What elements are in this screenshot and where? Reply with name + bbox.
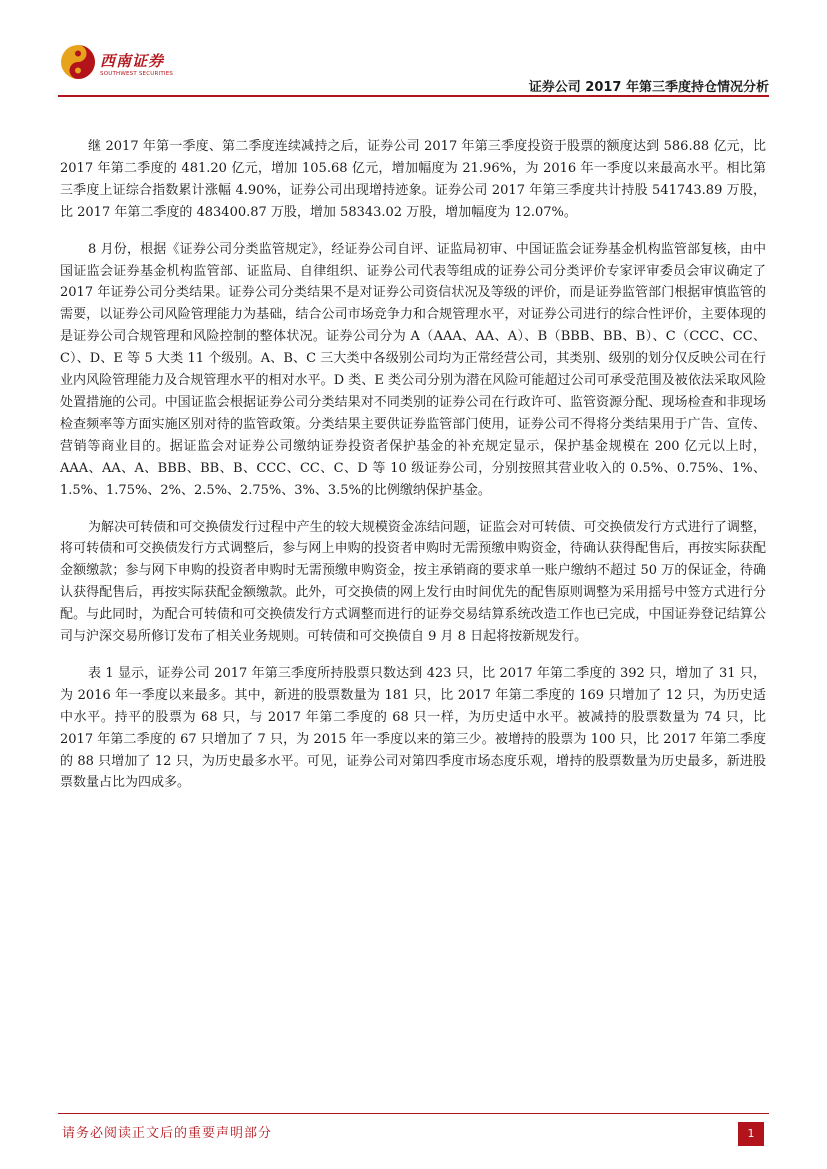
company-logo bbox=[60, 44, 190, 86]
footer-divider bbox=[58, 1113, 769, 1114]
logo-emblem-icon bbox=[60, 44, 96, 80]
paragraph-1: 继 2017 年第一季度、第二季度连续减持之后，证券公司 2017 年第三季度投资于股票的额度达到 586.88 亿元，比 2017 年第二季度的 481.20 亿元，增加 105.68 亿元，增加幅度为 21.96%，为 2016 年一季度以来最高水平。相比第三季度上证综合指数累计涨幅 4.90%，证券公司出现增持迹象。证券公司 2017 年第三季度共计持股 541743.89 万股，比 2017 年第二季度的 483400.87 万股，增加 58343.02 万股，增加幅度为 12.07%。 bbox=[60, 139, 766, 220]
page-header bbox=[0, 0, 827, 100]
paragraph-3: 为解决可转债和可交换债发行过程中产生的较大规模资金冻结问题，证监会对可转债、可交换债发行方式进行了调整，将可转债和可交换债发行方式调整后，参与网上申购的投资者申购时无需预缴申购资金，待确认获得配售后，再按实际获配金额缴款；参与网下申购的投资者申购时无需预缴申购资金，按主承销商的要求单一账户缴纳不超过 50 万的保证金，待确认获得配售后，再按实际获配金额缴款。此外，可交换债的网上发行由时间优先的配售原则调整为采用摇号中签方式进行分配。与此同时，为配合可转债和可交换债发行方式调整而进行的证券交易结算系统改造工作也已完成，中国证券登记结算公司与沪深交易所修订发布了相关业务规则。可转债和可交换债自 9 月 8 日起将按新规发行。 bbox=[60, 519, 766, 645]
disclaimer-note: 请务必阅读正文后的重要声明部分 bbox=[62, 1126, 273, 1141]
logo-chinese-name: 西南证券 bbox=[100, 52, 165, 70]
logo-english-name: SOUTHWEST SECURITIES bbox=[100, 71, 174, 77]
report-title: 证券公司 2017 年第三季度持仓情况分析 bbox=[528, 80, 769, 95]
page-number: 1 bbox=[738, 1122, 764, 1146]
header-divider bbox=[58, 95, 769, 97]
main-content bbox=[60, 136, 766, 809]
paragraph-2: 8 月份，根据《证券公司分类监管规定》，经证券公司自评、证监局初审、中国证监会证券基金机构监管部复核，由中国证监会证券基金机构监管部、证监局、自律组织、证券公司代表等组成的证券公司分类评价专家评审委员会审议确定了 2017 年证券公司分类结果。证券公司分类结果不是对证券公司资信状况及等级的评价，而是证券监管部门根据审慎监管的需要，以证券公司风险管理能力为基础，结合公司市场竞争力和合规管理水平，对证券公司进行的综合性评价，主要体现的是证券公司合规管理和风险控制的整体状况。证券公司分为 A（AAA、AA、A）、B（BBB、BB、B）、C（CCC、CC、C）、D、E 等 5 大类 11 个级别。A、B、C 三大类中各级别公司均为正常经营公司，其类别、级别的划分仅反映公司在行业内风险管理能力及合规管理水平的相对水平。D 类、E 类公司分别为潜在风险可能超过公司可承受范围及被依法采取风险处置措施的公司。中国证监会根据证券公司分类结果对不同类别的证券公司在行政许可、监管资源分配、现场检查和非现场检查频率等方面实施区别对待的监管政策。分类结果主要供证券监管部门使用，证券公司不得将分类结果用于广告、宣传、营销等商业目的。据证监会对证券公司缴纳证券投资者保护基金的补充规定显示，保护基金规模在 200 亿元以上时，AAA、AA、A、BBB、BB、B、CCC、CC、C、D 等 10 级证券公司，分别按照其营业收入的 0.5%、0.75%、1%、1.5%、1.75%、2%、2.5%、2.75%、3%、3.5%的比例缴纳保护基金。 bbox=[60, 241, 766, 498]
paragraph-4: 表 1 显示，证券公司 2017 年第三季度所持股票只数达到 423 只，比 2017 年第二季度的 392 只，增加了 31 只，为 2016 年一季度以来最多。其中，新进的股票数量为 181 只，比 2017 年第二季度的 169 只增加了 12 只，为历史适中水平。持平的股票为 68 只，与 2017 年第二季度的 68 只一样，为历史适中水平。被减持的股票数量为 74 只，比 2017 年第二季度的 67 只增加了 7 只，为 2015 年一季度以来的第三少。被增持的股票为 100 只，比 2017 年第二季度的 88 只增加了 12 只，为历史最多水平。可见，证券公司对第四季度市场态度乐观，增持的股票数量为历史最多，新进股票数量占比为四成多。 bbox=[60, 665, 766, 791]
